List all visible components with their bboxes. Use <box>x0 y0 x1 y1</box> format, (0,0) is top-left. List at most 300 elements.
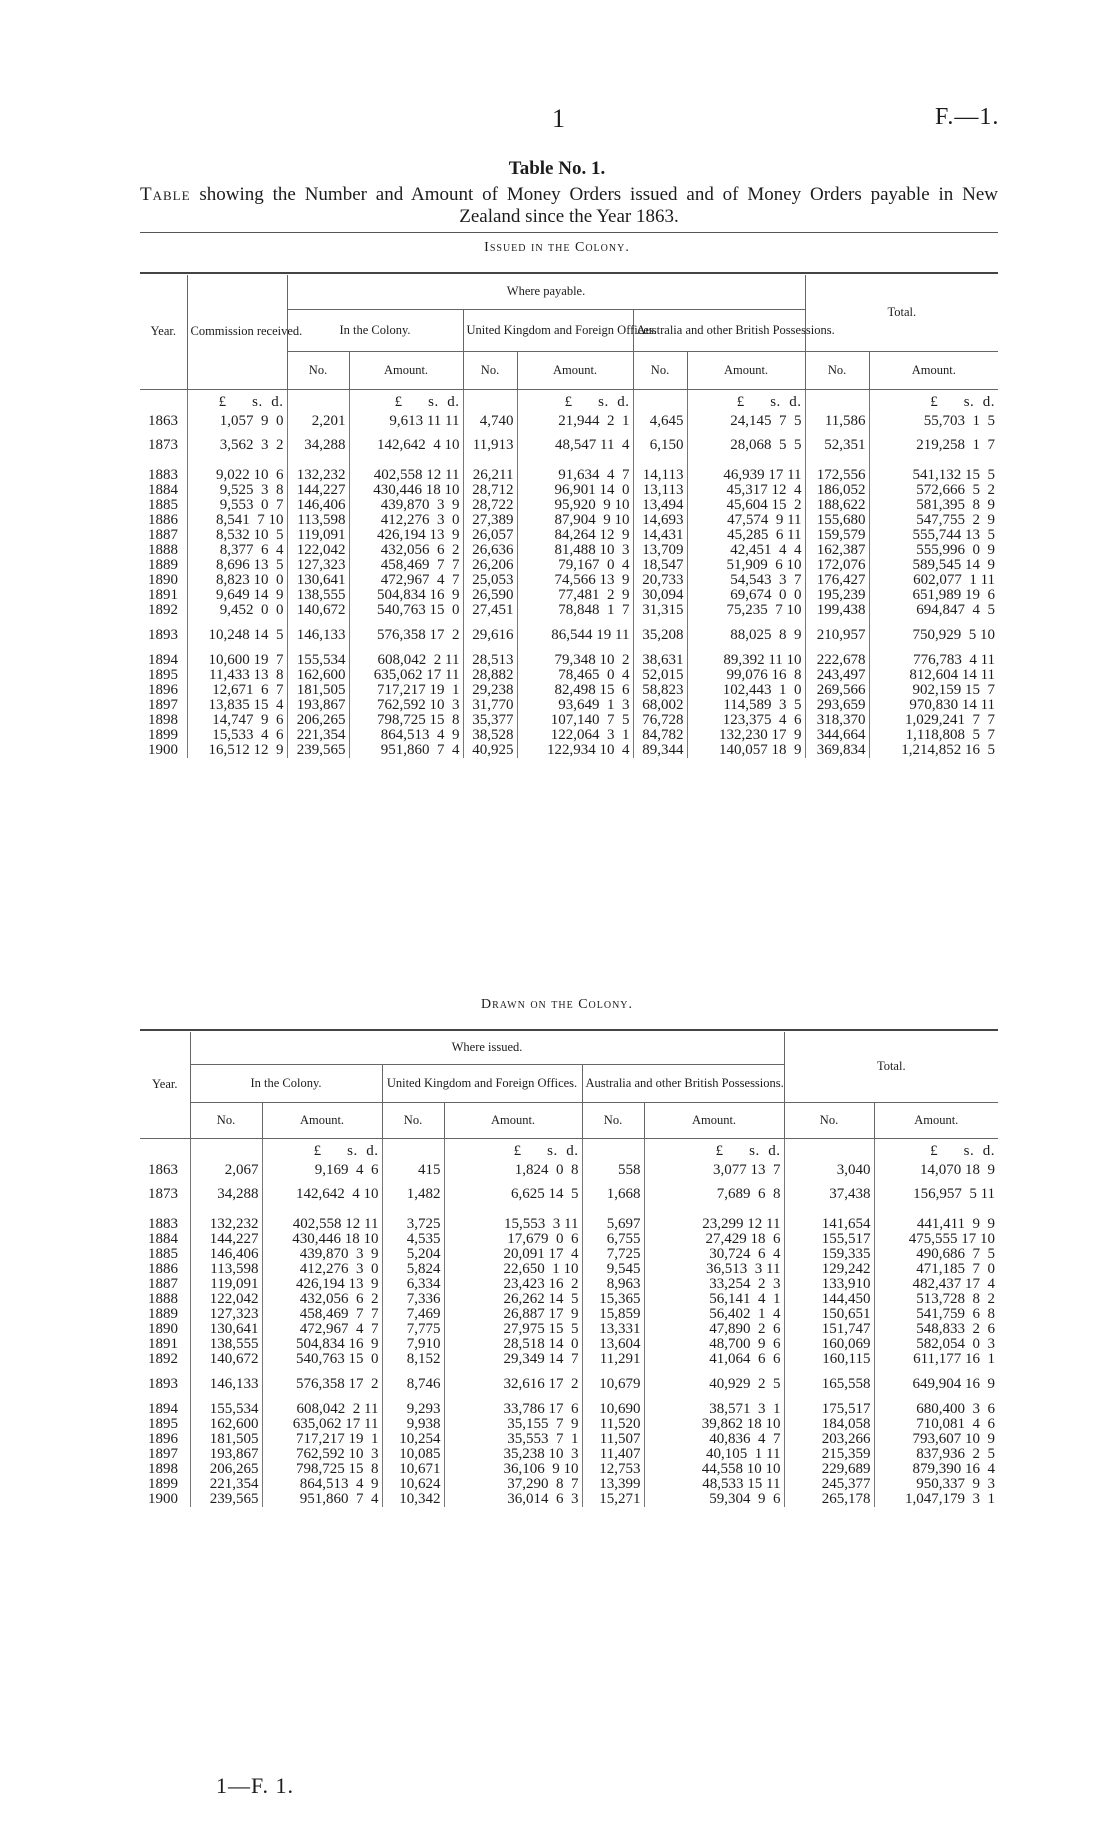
value-cell: 221,354 <box>287 728 349 743</box>
value-cell: 172,076 <box>805 558 869 573</box>
blank-cell <box>784 1207 874 1217</box>
value-cell: 77,481 2 9 <box>517 588 633 603</box>
value-cell: 141,654 <box>784 1217 874 1232</box>
value-cell: 558 <box>582 1159 644 1183</box>
blank-cell <box>140 618 187 628</box>
page-reference: F.—1. <box>935 104 1000 130</box>
value-cell: 193,867 <box>190 1447 262 1462</box>
value-cell: 132,230 17 9 <box>687 728 805 743</box>
value-cell: 239,565 <box>190 1492 262 1507</box>
value-cell: 123,375 4 6 <box>687 713 805 728</box>
value-cell: 1,214,852 16 5 <box>869 743 998 758</box>
value-cell: 415 <box>382 1159 444 1183</box>
value-cell: 9,022 10 6 <box>187 468 287 483</box>
blank-cell <box>633 389 687 410</box>
col-header-total-no: No. <box>784 1102 874 1138</box>
value-cell: 879,390 16 4 <box>874 1462 998 1477</box>
value-cell: 84,264 12 9 <box>517 528 633 543</box>
value-cell: 219,258 1 7 <box>869 434 998 458</box>
value-cell: 548,833 2 6 <box>874 1322 998 1337</box>
value-cell: 87,904 9 10 <box>517 513 633 528</box>
spacer-row <box>140 1207 998 1217</box>
currency-units: £ s. d. <box>869 389 998 410</box>
blank-cell <box>444 1207 582 1217</box>
blank-cell <box>262 1207 382 1217</box>
value-cell: 14,431 <box>633 528 687 543</box>
value-cell: 837,936 2 5 <box>874 1447 998 1462</box>
spacer-row <box>140 1392 998 1402</box>
value-cell: 221,354 <box>190 1477 262 1492</box>
value-cell: 34,288 <box>190 1183 262 1207</box>
value-cell: 45,604 15 2 <box>687 498 805 513</box>
col-header-total: Total. <box>784 1032 998 1102</box>
blank-cell <box>687 618 805 628</box>
blank-cell <box>463 618 517 628</box>
value-cell: 1,482 <box>382 1183 444 1207</box>
value-cell: 717,217 19 1 <box>262 1432 382 1447</box>
value-cell: 8,696 13 5 <box>187 558 287 573</box>
value-cell: 48,533 15 11 <box>644 1477 784 1492</box>
currency-units: £ s. d. <box>262 1138 382 1159</box>
year-cell: 1885 <box>148 496 178 513</box>
value-cell: 193,867 <box>287 698 349 713</box>
value-cell: 7,725 <box>582 1247 644 1262</box>
col-header-total: Total. <box>805 275 998 351</box>
value-cell: 130,641 <box>190 1322 262 1337</box>
blank-cell <box>190 1138 262 1159</box>
value-cell: 36,014 6 3 <box>444 1492 582 1507</box>
value-cell: 11,433 13 8 <box>187 668 287 683</box>
value-cell: 26,057 <box>463 528 517 543</box>
value-cell: 13,331 <box>582 1322 644 1337</box>
value-cell: 293,659 <box>805 698 869 713</box>
currency-units: £ s. d. <box>349 389 463 410</box>
value-cell: 369,834 <box>805 743 869 758</box>
value-cell: 10,671 <box>382 1462 444 1477</box>
blank-cell <box>382 1367 444 1377</box>
blank-cell <box>140 1367 190 1377</box>
year-cell: 1900 <box>148 1490 178 1507</box>
value-cell: 762,592 10 3 <box>349 698 463 713</box>
col-header-colony-amount: Amount. <box>262 1102 382 1138</box>
value-cell: 3,562 3 2 <box>187 434 287 458</box>
year-cell: 1887 <box>148 526 178 543</box>
year-cell: 1898 <box>148 711 178 728</box>
value-cell: 20,733 <box>633 573 687 588</box>
value-cell: 13,399 <box>582 1477 644 1492</box>
value-cell: 10,600 19 7 <box>187 653 287 668</box>
currency-units: £ s. d. <box>187 389 287 410</box>
table-row <box>140 1432 998 1447</box>
value-cell: 181,505 <box>287 683 349 698</box>
table-row <box>140 1307 998 1322</box>
value-cell: 181,505 <box>190 1432 262 1447</box>
value-cell: 155,534 <box>190 1402 262 1417</box>
col-header-aus-no: No. <box>582 1102 644 1138</box>
value-cell: 6,755 <box>582 1232 644 1247</box>
value-cell: 96,901 14 0 <box>517 483 633 498</box>
col-header-where-issued: Where issued. <box>190 1032 784 1064</box>
blank-cell <box>874 1392 998 1402</box>
value-cell: 31,770 <box>463 698 517 713</box>
year-cell: 1888 <box>148 541 178 558</box>
value-cell: 40,929 2 5 <box>644 1377 784 1392</box>
year-cell: 1863 <box>148 413 178 429</box>
year-cell: 1891 <box>148 1335 178 1352</box>
value-cell: 951,860 7 4 <box>262 1492 382 1507</box>
value-cell: 162,600 <box>190 1417 262 1432</box>
value-cell: 798,725 15 8 <box>262 1462 382 1477</box>
table-row <box>140 1377 998 1392</box>
value-cell: 432,056 6 2 <box>349 543 463 558</box>
footer-signature: 1—F. 1. <box>216 1773 294 1798</box>
value-cell: 27,389 <box>463 513 517 528</box>
value-cell: 146,406 <box>190 1247 262 1262</box>
year-cell: 1886 <box>148 1260 178 1277</box>
page-number: 1 <box>552 104 565 133</box>
value-cell: 555,744 13 5 <box>869 528 998 543</box>
value-cell: 21,944 2 1 <box>517 410 633 434</box>
blank-cell <box>349 618 463 628</box>
value-cell: 12,753 <box>582 1462 644 1477</box>
value-cell: 10,248 14 5 <box>187 628 287 643</box>
blank-cell <box>517 458 633 468</box>
table-row <box>140 1492 998 1507</box>
value-cell: 26,262 14 5 <box>444 1292 582 1307</box>
value-cell: 2,201 <box>287 410 349 434</box>
value-cell: 426,194 13 9 <box>349 528 463 543</box>
value-cell: 30,724 6 4 <box>644 1247 784 1262</box>
value-cell: 122,934 10 4 <box>517 743 633 758</box>
value-cell: 441,411 9 9 <box>874 1217 998 1232</box>
value-cell: 195,239 <box>805 588 869 603</box>
value-cell: 23,299 12 11 <box>644 1217 784 1232</box>
value-cell: 146,133 <box>287 628 349 643</box>
value-cell: 114,589 3 5 <box>687 698 805 713</box>
spacer-row <box>140 618 998 628</box>
value-cell: 140,672 <box>287 603 349 618</box>
value-cell: 119,091 <box>287 528 349 543</box>
value-cell: 35,208 <box>633 628 687 643</box>
value-cell: 9,553 0 7 <box>187 498 287 513</box>
value-cell: 576,358 17 2 <box>349 628 463 643</box>
table-row <box>140 1447 998 1462</box>
value-cell: 28,068 5 5 <box>687 434 805 458</box>
value-cell: 412,276 3 0 <box>349 513 463 528</box>
blank-cell <box>784 1138 874 1159</box>
value-cell: 102,443 1 0 <box>687 683 805 698</box>
value-cell: 490,686 7 5 <box>874 1247 998 1262</box>
blank-cell <box>582 1392 644 1402</box>
value-cell: 572,666 5 2 <box>869 483 998 498</box>
value-cell: 13,709 <box>633 543 687 558</box>
section-title-issued: Issued in the Colony. <box>484 240 630 255</box>
year-cell: 1900 <box>148 741 178 758</box>
year-cell: 1899 <box>148 1475 178 1492</box>
year-cell: 1884 <box>148 481 178 498</box>
blank-cell <box>784 1392 874 1402</box>
value-cell: 38,631 <box>633 653 687 668</box>
value-cell: 40,836 4 7 <box>644 1432 784 1447</box>
table-caption <box>140 184 998 228</box>
value-cell: 750,929 5 10 <box>869 628 998 643</box>
table-row <box>140 1159 998 1183</box>
value-cell: 26,887 17 9 <box>444 1307 582 1322</box>
value-cell: 458,469 7 7 <box>349 558 463 573</box>
value-cell: 951,860 7 4 <box>349 743 463 758</box>
value-cell: 89,344 <box>633 743 687 758</box>
value-cell: 159,579 <box>805 528 869 543</box>
table-row <box>140 1462 998 1477</box>
blank-cell <box>869 458 998 468</box>
blank-cell <box>463 389 517 410</box>
issued-table <box>140 275 998 758</box>
rule <box>140 1029 998 1031</box>
blank-cell <box>869 643 998 653</box>
value-cell: 206,265 <box>190 1462 262 1477</box>
value-cell: 344,664 <box>805 728 869 743</box>
value-cell: 15,553 3 11 <box>444 1217 582 1232</box>
year-cell: 1895 <box>148 1415 178 1432</box>
value-cell: 127,323 <box>190 1307 262 1322</box>
table-row <box>140 743 998 758</box>
value-cell: 127,323 <box>287 558 349 573</box>
col-header-year: Year. <box>140 1032 190 1138</box>
blank-cell <box>349 458 463 468</box>
value-cell: 89,392 11 10 <box>687 653 805 668</box>
value-cell: 458,469 7 7 <box>262 1307 382 1322</box>
value-cell: 6,625 14 5 <box>444 1183 582 1207</box>
blank-cell <box>140 1207 190 1217</box>
value-cell: 215,359 <box>784 1447 874 1462</box>
value-cell: 793,607 10 9 <box>874 1432 998 1447</box>
value-cell: 717,217 19 1 <box>349 683 463 698</box>
value-cell: 8,152 <box>382 1352 444 1367</box>
value-cell: 7,336 <box>382 1292 444 1307</box>
year-cell: 1890 <box>148 571 178 588</box>
value-cell: 138,555 <box>190 1337 262 1352</box>
value-cell: 40,925 <box>463 743 517 758</box>
value-cell: 28,513 <box>463 653 517 668</box>
drawn-table <box>140 1032 998 1507</box>
value-cell: 37,438 <box>784 1183 874 1207</box>
drawn-table-body <box>140 1138 998 1507</box>
table-row <box>140 588 998 603</box>
year-cell: 1873 <box>148 1186 178 1202</box>
value-cell: 140,672 <box>190 1352 262 1367</box>
year-cell: 1894 <box>148 1400 178 1417</box>
value-cell: 1,047,179 3 1 <box>874 1492 998 1507</box>
value-cell: 186,052 <box>805 483 869 498</box>
value-cell: 54,543 3 7 <box>687 573 805 588</box>
value-cell: 635,062 17 11 <box>262 1417 382 1432</box>
table-row <box>140 410 998 434</box>
value-cell: 88,025 8 9 <box>687 628 805 643</box>
value-cell: 122,042 <box>287 543 349 558</box>
table-row <box>140 1477 998 1492</box>
blank-cell <box>633 618 687 628</box>
value-cell: 5,824 <box>382 1262 444 1277</box>
value-cell: 555,996 0 9 <box>869 543 998 558</box>
value-cell: 140,057 18 9 <box>687 743 805 758</box>
value-cell: 172,556 <box>805 468 869 483</box>
value-cell: 864,513 4 9 <box>262 1477 382 1492</box>
blank-cell <box>187 643 287 653</box>
value-cell: 13,113 <box>633 483 687 498</box>
table-row <box>140 1277 998 1292</box>
table-row <box>140 1292 998 1307</box>
table-row <box>140 434 998 458</box>
value-cell: 151,747 <box>784 1322 874 1337</box>
value-cell: 48,547 11 4 <box>517 434 633 458</box>
table-row <box>140 513 998 528</box>
value-cell: 10,690 <box>582 1402 644 1417</box>
value-cell: 17,679 0 6 <box>444 1232 582 1247</box>
value-cell: 439,870 3 9 <box>262 1247 382 1262</box>
value-cell: 155,680 <box>805 513 869 528</box>
value-cell: 99,076 16 8 <box>687 668 805 683</box>
value-cell: 1,118,808 5 7 <box>869 728 998 743</box>
value-cell: 68,002 <box>633 698 687 713</box>
value-cell: 26,636 <box>463 543 517 558</box>
value-cell: 710,081 4 6 <box>874 1417 998 1432</box>
value-cell: 432,056 6 2 <box>262 1292 382 1307</box>
units-row <box>140 389 998 410</box>
value-cell: 13,604 <box>582 1337 644 1352</box>
value-cell: 55,703 1 5 <box>869 410 998 434</box>
table-row <box>140 698 998 713</box>
value-cell: 5,697 <box>582 1217 644 1232</box>
value-cell: 245,377 <box>784 1477 874 1492</box>
value-cell: 132,232 <box>287 468 349 483</box>
value-cell: 26,206 <box>463 558 517 573</box>
rule <box>140 272 998 274</box>
value-cell: 6,334 <box>382 1277 444 1292</box>
value-cell: 9,545 <box>582 1262 644 1277</box>
value-cell: 36,106 9 10 <box>444 1462 582 1477</box>
value-cell: 119,091 <box>190 1277 262 1292</box>
value-cell: 9,938 <box>382 1417 444 1432</box>
value-cell: 7,469 <box>382 1307 444 1322</box>
value-cell: 35,553 7 1 <box>444 1432 582 1447</box>
value-cell: 210,957 <box>805 628 869 643</box>
table-row <box>140 1417 998 1432</box>
value-cell: 95,920 9 10 <box>517 498 633 513</box>
issued-table-body <box>140 389 998 758</box>
spacer-row <box>140 458 998 468</box>
value-cell: 15,271 <box>582 1492 644 1507</box>
value-cell: 1,824 0 8 <box>444 1159 582 1183</box>
col-header-total-amount: Amount. <box>874 1102 998 1138</box>
value-cell: 130,641 <box>287 573 349 588</box>
value-cell: 52,015 <box>633 668 687 683</box>
value-cell: 155,517 <box>784 1232 874 1247</box>
value-cell: 4,645 <box>633 410 687 434</box>
table-row <box>140 1337 998 1352</box>
value-cell: 30,094 <box>633 588 687 603</box>
col-header-year: Year. <box>140 275 187 389</box>
value-cell: 3,077 13 7 <box>644 1159 784 1183</box>
year-cell: 1888 <box>148 1290 178 1307</box>
value-cell: 29,238 <box>463 683 517 698</box>
blank-cell <box>382 1138 444 1159</box>
year-cell: 1863 <box>148 1162 178 1178</box>
value-cell: 34,288 <box>287 434 349 458</box>
spacer-row <box>140 1367 998 1377</box>
value-cell: 159,335 <box>784 1247 874 1262</box>
blank-cell <box>382 1392 444 1402</box>
value-cell: 576,358 17 2 <box>262 1377 382 1392</box>
table-row <box>140 1217 998 1232</box>
value-cell: 4,535 <box>382 1232 444 1247</box>
table-row <box>140 683 998 698</box>
blank-cell <box>784 1367 874 1377</box>
blank-cell <box>444 1392 582 1402</box>
blank-cell <box>582 1138 644 1159</box>
value-cell: 132,232 <box>190 1217 262 1232</box>
value-cell: 513,728 8 2 <box>874 1292 998 1307</box>
blank-cell <box>190 1367 262 1377</box>
col-header-colony-no: No. <box>190 1102 262 1138</box>
value-cell: 265,178 <box>784 1492 874 1507</box>
col-header-uk-foreign: United Kingdom and Foreign Offices. <box>463 309 633 351</box>
value-cell: 504,834 16 9 <box>262 1337 382 1352</box>
year-cell: 1885 <box>148 1245 178 1262</box>
year-cell: 1873 <box>148 437 178 453</box>
currency-units: £ s. d. <box>644 1138 784 1159</box>
table-row <box>140 468 998 483</box>
value-cell: 28,712 <box>463 483 517 498</box>
value-cell: 42,451 4 4 <box>687 543 805 558</box>
value-cell: 59,304 9 6 <box>644 1492 784 1507</box>
blank-cell <box>444 1367 582 1377</box>
value-cell: 51,909 6 10 <box>687 558 805 573</box>
value-cell: 10,085 <box>382 1447 444 1462</box>
blank-cell <box>463 643 517 653</box>
value-cell: 222,678 <box>805 653 869 668</box>
value-cell: 45,285 6 11 <box>687 528 805 543</box>
year-cell: 1897 <box>148 696 178 713</box>
col-header-where-payable: Where payable. <box>287 275 805 309</box>
value-cell: 31,315 <box>633 603 687 618</box>
value-cell: 812,604 14 11 <box>869 668 998 683</box>
year-cell: 1899 <box>148 726 178 743</box>
value-cell: 150,651 <box>784 1307 874 1322</box>
value-cell: 439,870 3 9 <box>349 498 463 513</box>
value-cell: 160,115 <box>784 1352 874 1367</box>
year-cell: 1883 <box>148 1215 178 1232</box>
blank-cell <box>287 618 349 628</box>
value-cell: 18,547 <box>633 558 687 573</box>
value-cell: 47,890 2 6 <box>644 1322 784 1337</box>
blank-cell <box>287 458 349 468</box>
value-cell: 142,642 4 10 <box>262 1183 382 1207</box>
blank-cell <box>190 1207 262 1217</box>
blank-cell <box>262 1367 382 1377</box>
table-title: Table No. 1. <box>508 158 606 179</box>
value-cell: 38,528 <box>463 728 517 743</box>
value-cell: 155,534 <box>287 653 349 668</box>
col-header-uk-foreign: United Kingdom and Foreign Offices. <box>382 1064 582 1102</box>
value-cell: 4,740 <box>463 410 517 434</box>
value-cell: 13,835 15 4 <box>187 698 287 713</box>
year-cell: 1894 <box>148 651 178 668</box>
value-cell: 472,967 4 7 <box>262 1322 382 1337</box>
value-cell: 35,238 10 3 <box>444 1447 582 1462</box>
blank-cell <box>805 618 869 628</box>
blank-cell <box>874 1207 998 1217</box>
year-cell: 1889 <box>148 556 178 573</box>
